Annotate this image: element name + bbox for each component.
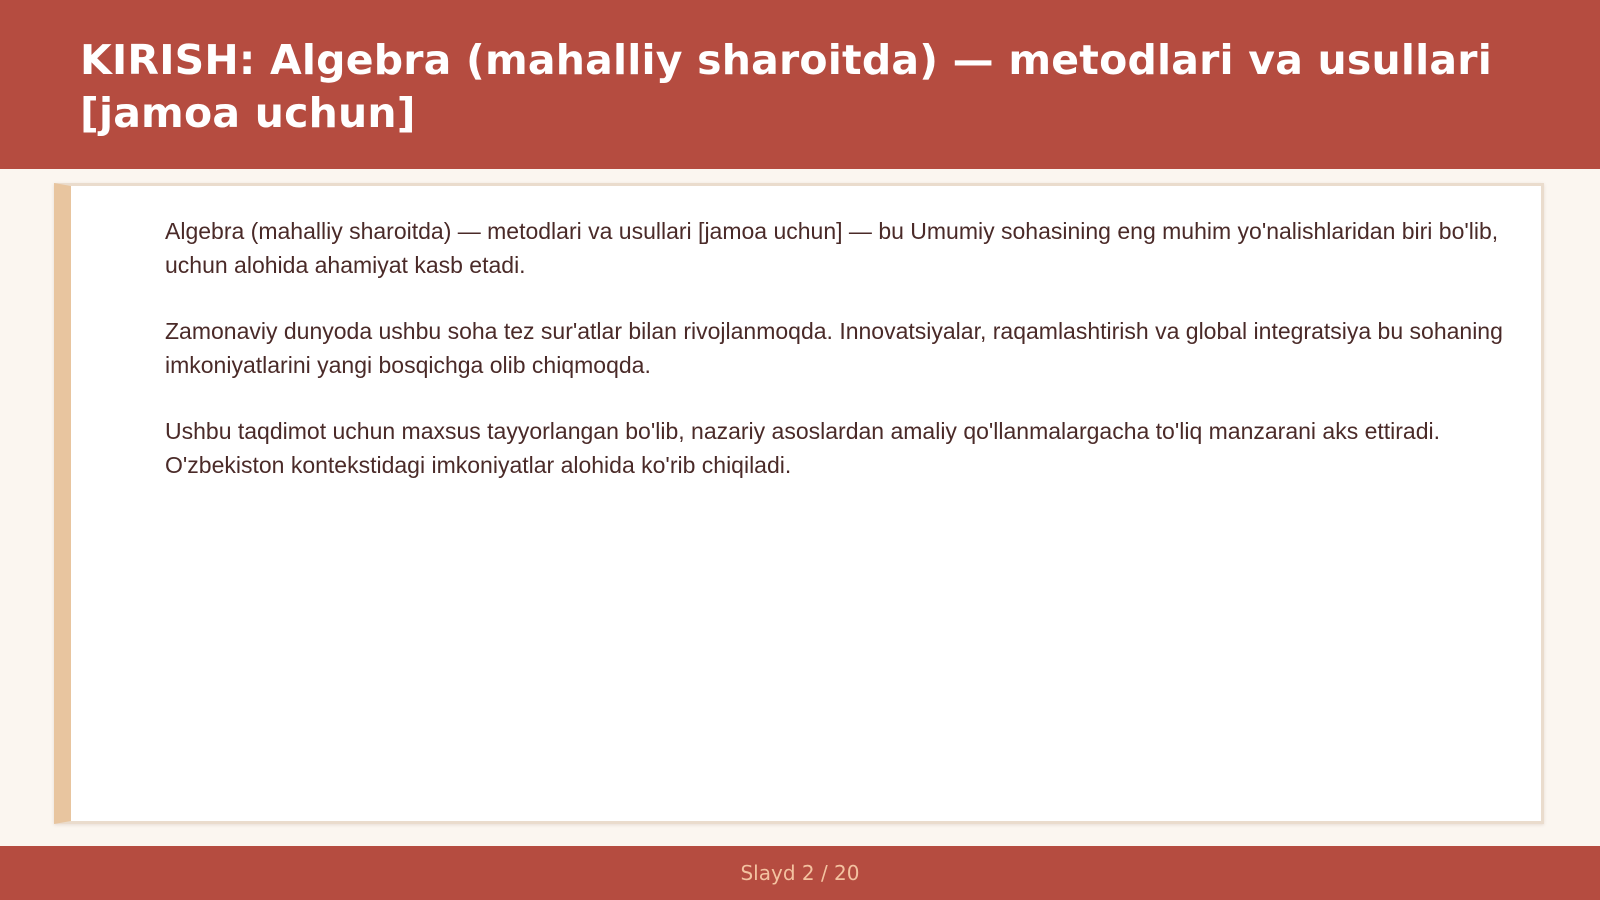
slide-footer (0, 846, 1600, 900)
slide-title: KIRISH: Algebra (mahalliy sharoitda) — metodlari va usullari [jamoa uchun] (80, 36, 1492, 137)
slide-number: Slayd 2 / 20 (740, 861, 860, 885)
intro-paragraph-2: Zamonaviy dunyoda ushbu soha tez sur'atlar bilan rivojlanmoqda. Innovatsiyalar, raqamlashtirish va global integratsiya bu sohaning imkoniyatlarini yangi bosqichga olib chiqmoqda. (165, 318, 1503, 378)
content-card (54, 183, 1544, 824)
intro-paragraph-1: Algebra (mahalliy sharoitda) — metodlari va usullari [jamoa uchun] — bu Umumiy sohasining eng muhim yo'nalishlaridan biri bo'lib, uchun alohida ahamiyat kasb etadi. (165, 218, 1499, 278)
content-body (165, 214, 1545, 514)
intro-paragraph-3: Ushbu taqdimot uchun maxsus tayyorlangan bo'lib, nazariy asoslardan amaliy qo'llanmalargacha to'liq manzarani aks ettiradi. O'zbekiston kontekstidagi imkoniyatlar alohida ko'rib chiqiladi. (165, 418, 1441, 478)
slide-header (0, 0, 1600, 169)
